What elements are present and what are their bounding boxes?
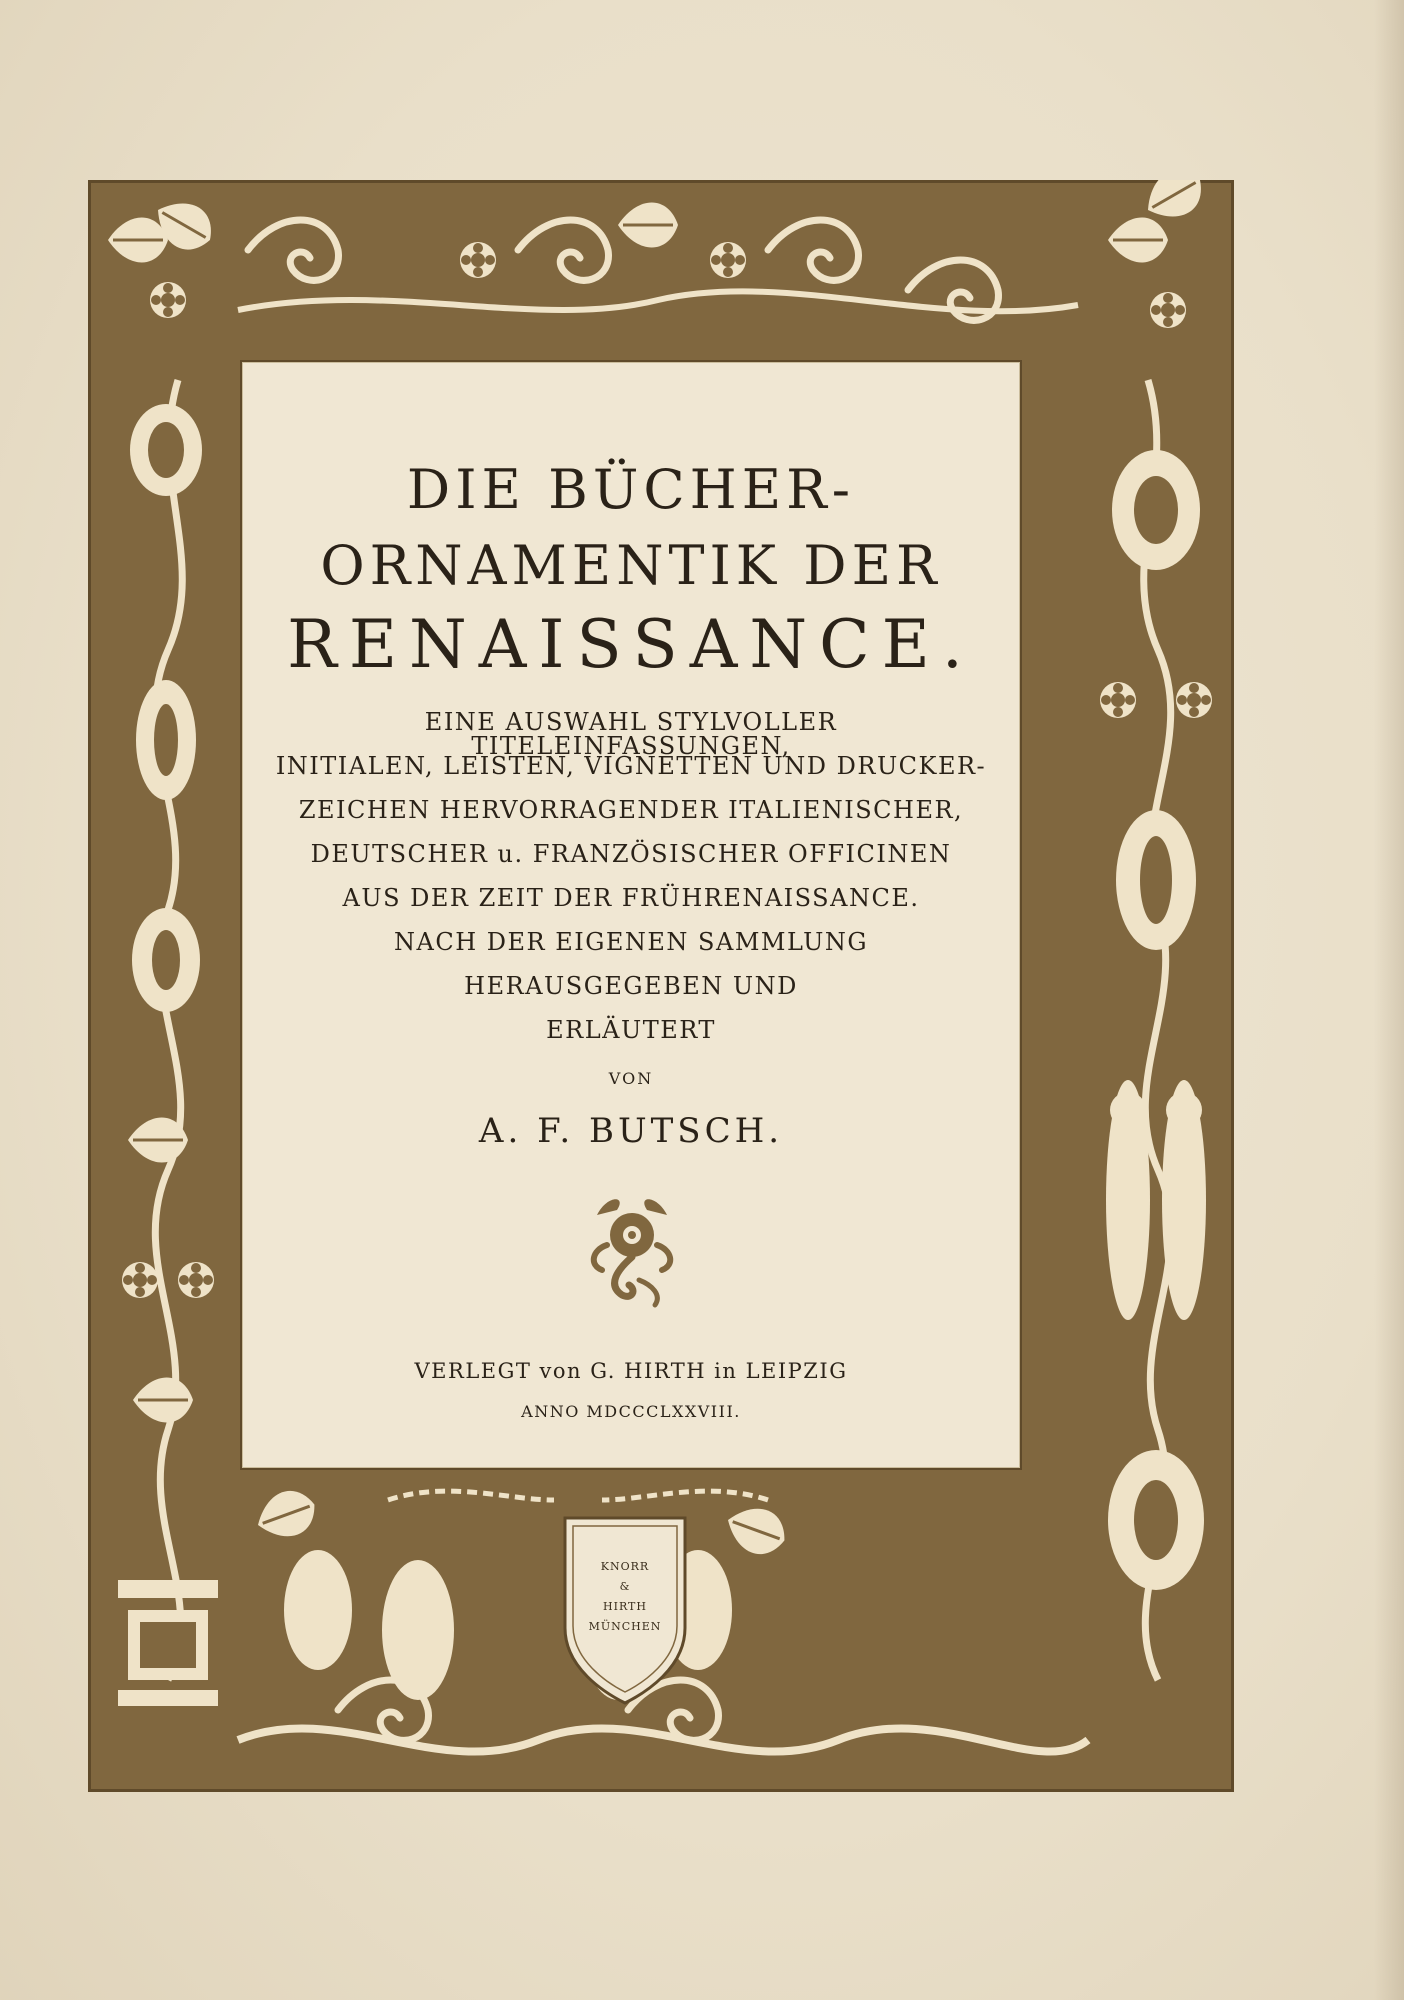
top-band-ornament [238, 203, 1078, 321]
top-right-corner-ornament [1108, 180, 1211, 328]
author-name: A. F. BUTSCH. [478, 1111, 784, 1151]
shield-line-2: & [619, 1580, 631, 1593]
year-line: ANNO MDCCCLXXVIII. [521, 1402, 741, 1421]
top-left-corner-ornament [108, 191, 221, 318]
right-column-ornament [1100, 380, 1212, 1680]
subtitle-line-4: DEUTSCHER u. FRANZÖSISCHER OFFICINEN [310, 840, 952, 868]
subtitle-line-5: AUS DER ZEIT DER FRÜHRENAISSANCE. [342, 884, 920, 912]
title-line-1: DIE BÜCHER- [406, 458, 856, 521]
floral-vignette-icon [577, 1190, 687, 1310]
shield-line-4: MÜNCHEN [588, 1620, 662, 1633]
subtitle-line-8: ERLÄUTERT [546, 1016, 716, 1044]
printer-shield [555, 1508, 695, 1708]
subtitle-line-7: HERAUSGEGEBEN UND [464, 972, 798, 1000]
by-word: VON [608, 1069, 654, 1088]
left-column-ornament [118, 380, 218, 1706]
title-line-3: RENAISSANCE. [287, 606, 975, 683]
shield-line-1: KNORR [600, 1560, 650, 1573]
title-line-2: ORNAMENTIK DER [320, 534, 942, 597]
publisher-line: VERLEGT von G. HIRTH in LEIPZIG [414, 1359, 848, 1383]
subtitle-line-3: ZEICHEN HERVORRAGENDER ITALIENISCHER, [298, 796, 964, 824]
subtitle-line-6: NACH DER EIGENEN SAMMLUNG [394, 928, 868, 956]
page-edge-shadow [1374, 0, 1404, 2000]
subtitle-line-2: INITIALEN, LEISTEN, VIGNETTEN UND DRUCKER- [275, 752, 987, 780]
title-panel [242, 362, 1020, 1468]
subtitle-line-1: EINE AUSWAHL STYLVOLLER TITELEINFASSUNGEN, [424, 708, 838, 760]
shield-line-3: HIRTH [603, 1600, 647, 1613]
